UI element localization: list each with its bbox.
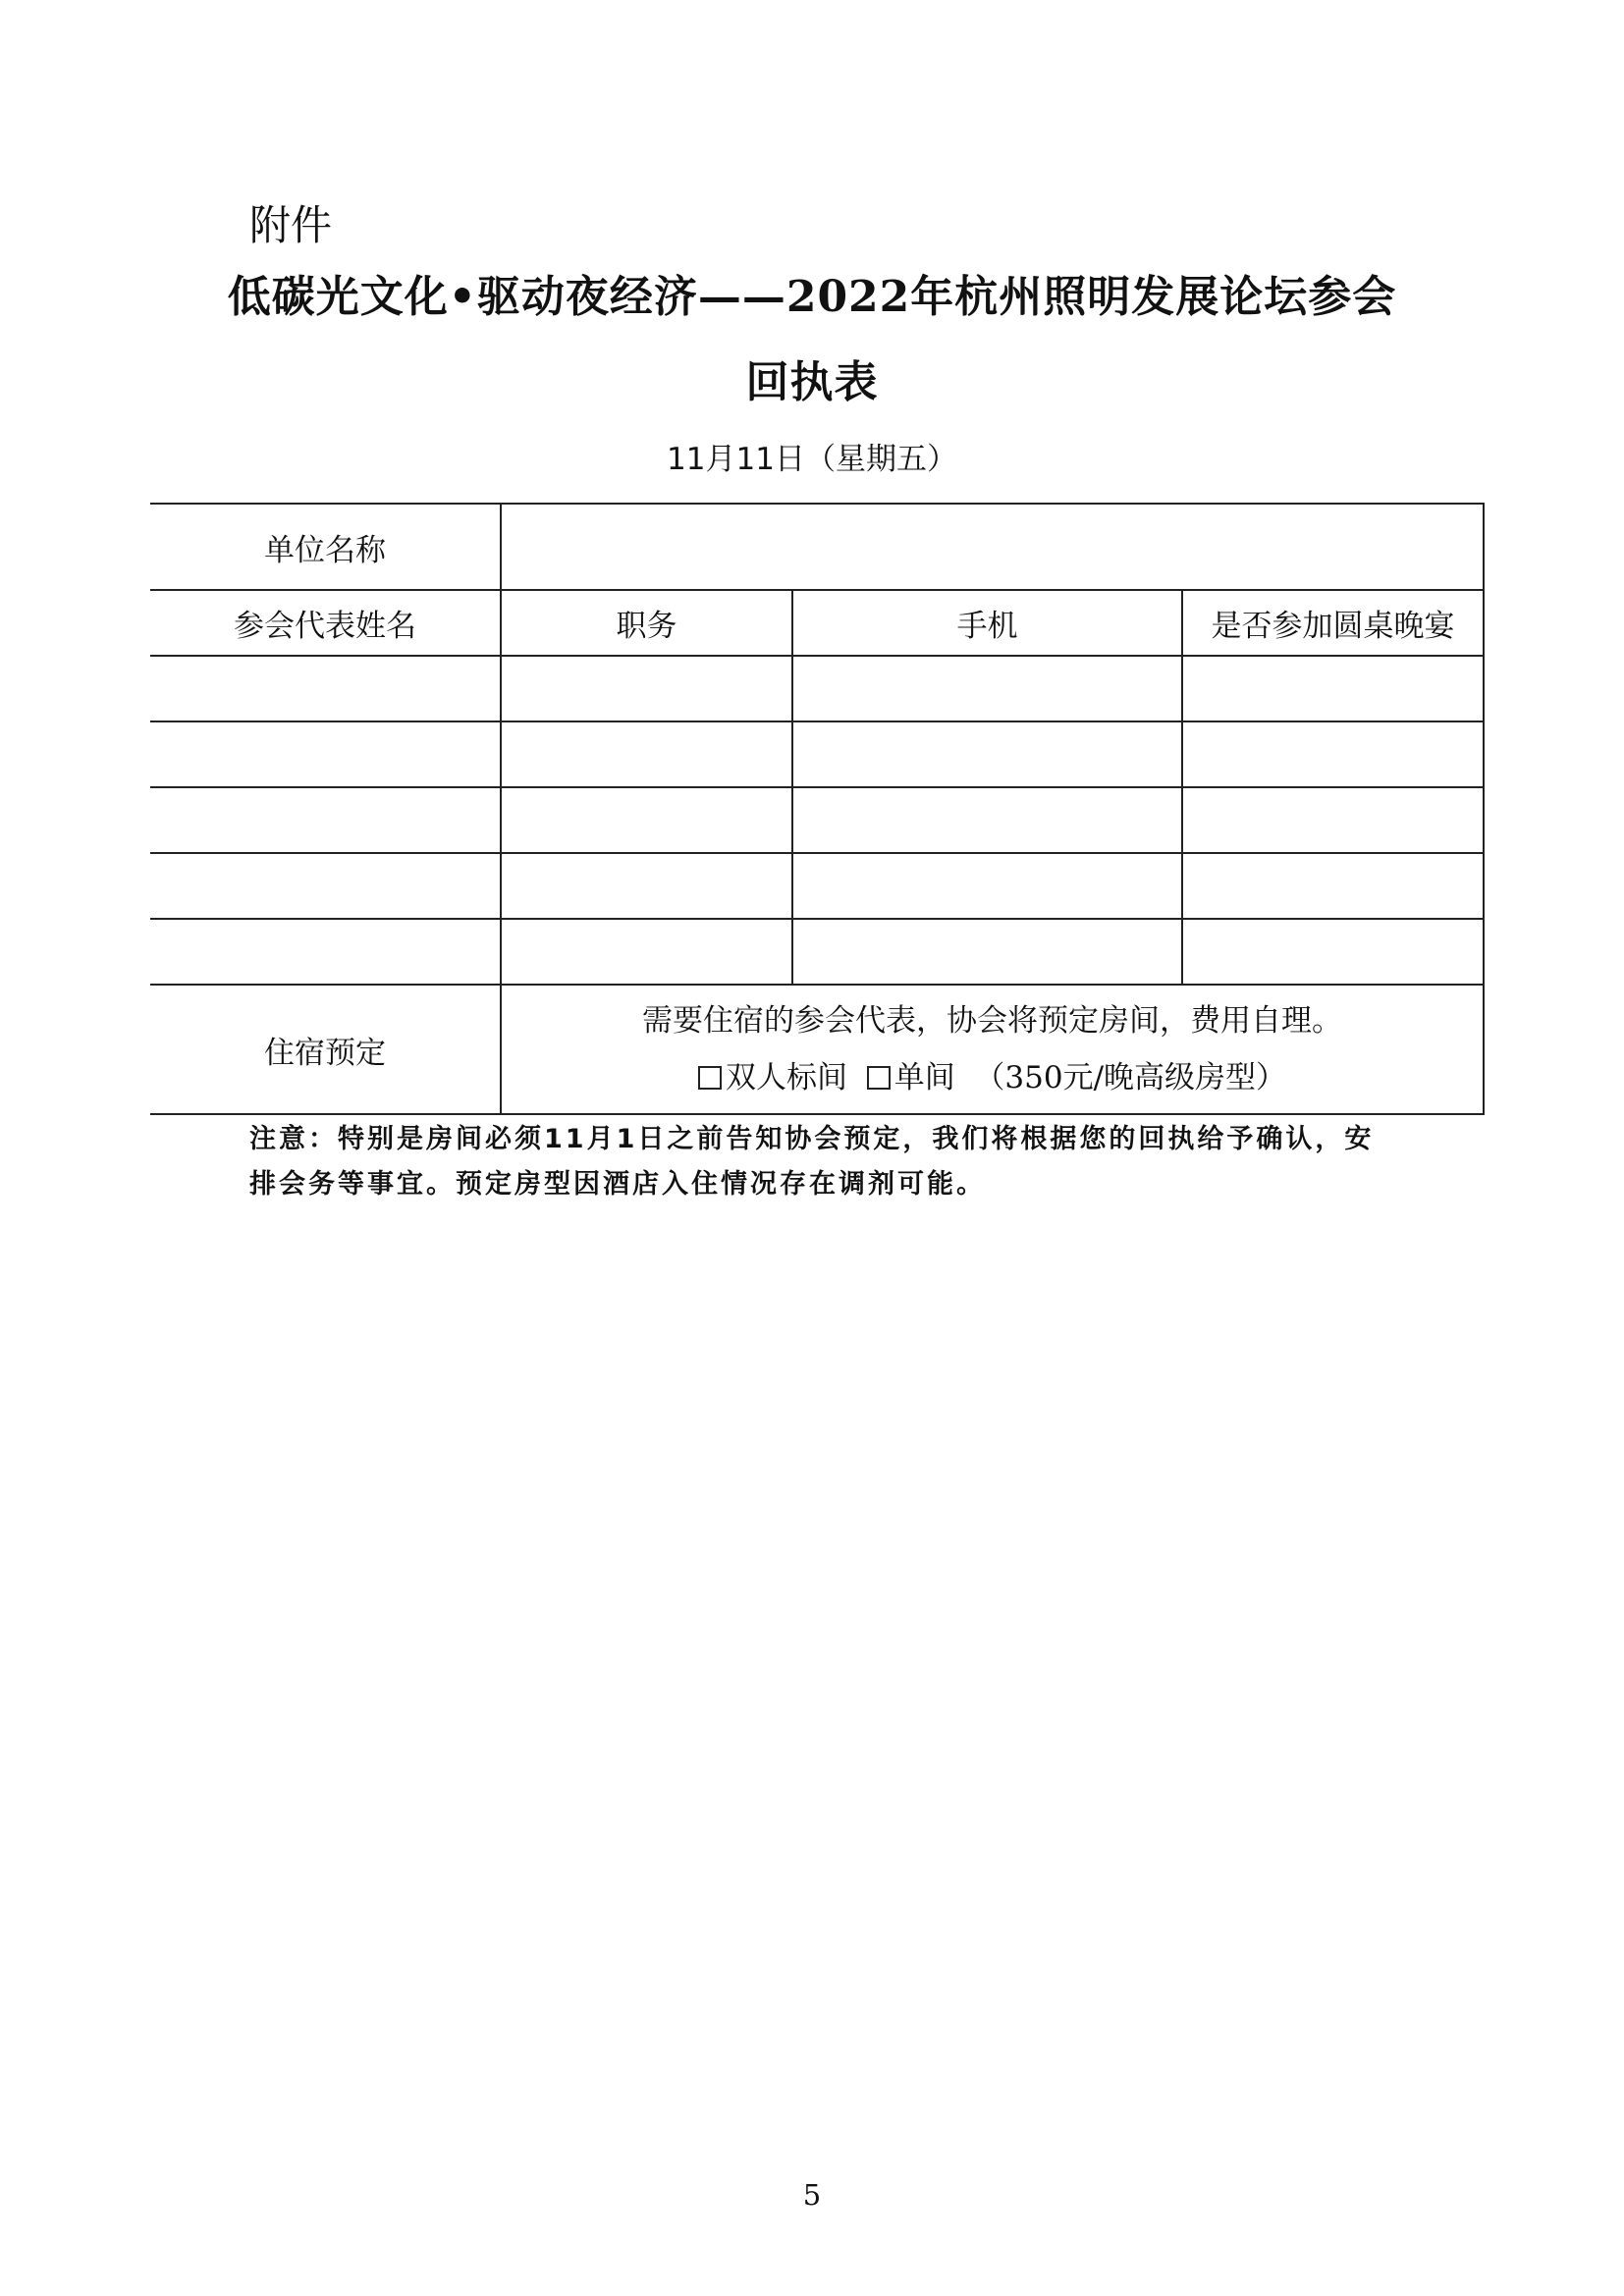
double-room-checkbox-icon[interactable]: [698, 1066, 722, 1090]
column-header-banquet: 是否参加圆桌晚宴: [1182, 590, 1484, 656]
table-row: [150, 656, 1484, 721]
lodging-row: [150, 985, 1484, 1114]
unit-name-label: 单位名称: [150, 504, 501, 590]
table-row: [150, 853, 1484, 919]
unit-row: [150, 504, 1484, 590]
attendee-banquet-cell[interactable]: [1182, 919, 1484, 985]
attendee-position-cell[interactable]: [501, 656, 792, 721]
page-subtitle: 回执表: [745, 357, 879, 407]
column-header-name: 参会代表姓名: [150, 590, 501, 656]
attendee-name-cell[interactable]: [150, 787, 501, 853]
table-row: [150, 721, 1484, 787]
attendee-position-cell[interactable]: [501, 721, 792, 787]
attendee-banquet-cell[interactable]: [1182, 853, 1484, 919]
room-options: [502, 1049, 1483, 1106]
attendee-name-cell[interactable]: [150, 853, 501, 919]
double-room-label: 双人标间: [725, 1060, 847, 1095]
attendee-position-cell[interactable]: [501, 853, 792, 919]
unit-name-field[interactable]: [501, 504, 1484, 590]
attendee-phone-cell[interactable]: [792, 919, 1182, 985]
event-date: 11月11日（星期五）: [667, 442, 957, 477]
attendee-position-cell[interactable]: [501, 919, 792, 985]
attendee-phone-cell[interactable]: [792, 721, 1182, 787]
attendee-banquet-cell[interactable]: [1182, 787, 1484, 853]
page-title: 低碳光文化•驱动夜经济——2022年杭州照明发展论坛参会: [227, 272, 1397, 322]
attendee-phone-cell[interactable]: [792, 656, 1182, 721]
attendee-name-cell[interactable]: [150, 919, 501, 985]
attendee-banquet-cell[interactable]: [1182, 656, 1484, 721]
attendee-banquet-cell[interactable]: [1182, 721, 1484, 787]
table-row: [150, 787, 1484, 853]
column-header-position: 职务: [501, 590, 792, 656]
page-number: 5: [802, 2178, 822, 2212]
single-room-checkbox-icon[interactable]: [867, 1066, 891, 1090]
lodging-label: 住宿预定: [150, 985, 501, 1114]
room-price-note: （350元/晚高级房型）: [974, 1060, 1287, 1095]
lodging-note: 需要住宿的参会代表，协会将预定房间，费用自理。: [642, 1003, 1343, 1039]
attendee-name-cell[interactable]: [150, 721, 501, 787]
lodging-details: [501, 985, 1484, 1114]
attachment-label: 附件: [249, 201, 333, 249]
table-row: [150, 919, 1484, 985]
registration-form-table: [150, 503, 1485, 1115]
table-header-row: [150, 590, 1484, 656]
column-header-phone: 手机: [792, 590, 1182, 656]
attendee-phone-cell[interactable]: [792, 787, 1182, 853]
attendee-name-cell[interactable]: [150, 656, 501, 721]
attendee-position-cell[interactable]: [501, 787, 792, 853]
single-room-label: 单间: [893, 1060, 955, 1095]
attendee-phone-cell[interactable]: [792, 853, 1182, 919]
notice-text: 注意：特别是房间必须11月1日之前告知协会预定，我们将根据您的回执给予确认，安排会务等事宜。预定房型因酒店入住情况存在调剂可能。: [249, 1124, 1375, 1200]
